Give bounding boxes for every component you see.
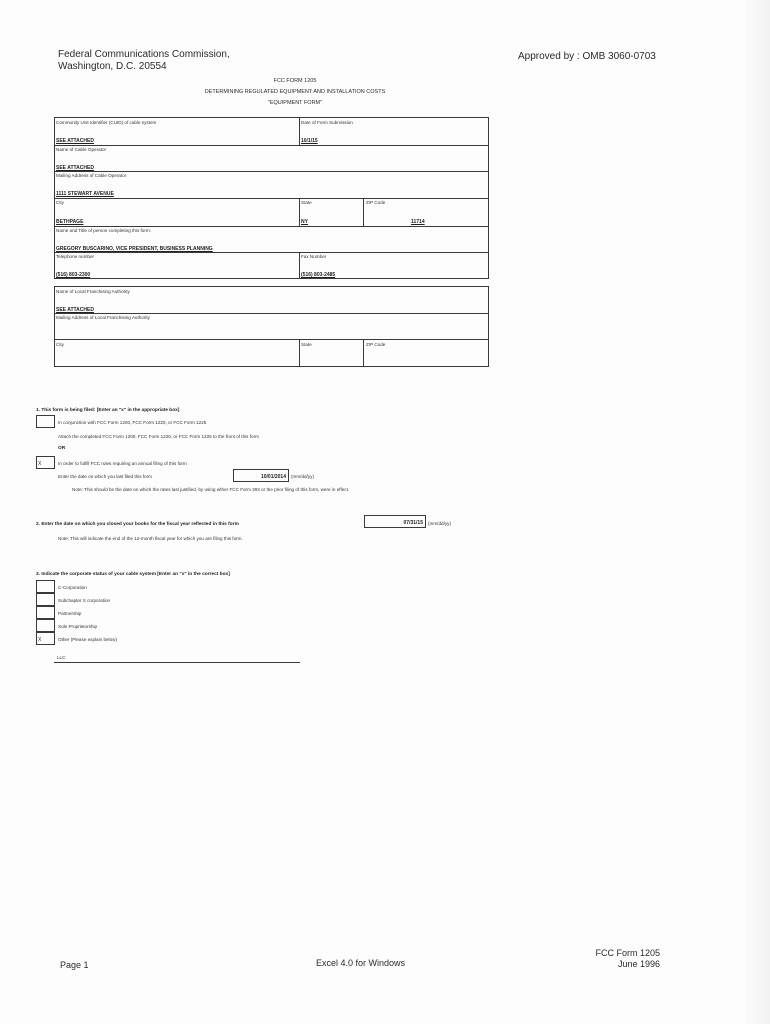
fax-label: Fax Number (301, 254, 327, 259)
person-label: Name and Title of person completing this form: (56, 228, 151, 233)
q2-date-field[interactable] (364, 515, 426, 528)
q1-date-field[interactable] (233, 469, 289, 482)
operator-name-label: Name of Cable Operator (56, 147, 107, 152)
q1-opt1-note: Attach the completed FCC Form 1200, FCC Form 1220, or FCC Form 1225 to the front of this form (58, 434, 259, 439)
submission-date-label: Date of Form Submission (301, 120, 353, 125)
q2-note: Note: This will indicate the end of the 12-month fiscal year for which you are filing this form. (58, 536, 243, 541)
footer-form-date: June 1996 (617, 959, 660, 969)
q3-opt1-label: C-Corporation (58, 585, 87, 590)
q3-opt2-checkbox[interactable] (36, 593, 55, 606)
q1-title: 1. This form is being filed: [Enter an "x" in the appropriate box] (36, 408, 180, 413)
zip-label: ZIP Code (366, 200, 386, 205)
q3-opt4-label: Sole Proprietorship (58, 624, 98, 629)
q3-opt2-label: Subchapter S corporation (58, 598, 111, 603)
q1-opt1-checkbox[interactable] (36, 415, 55, 428)
fax-value: (516) 803-2485 (301, 272, 336, 278)
lfa-table (54, 286, 489, 367)
q1-opt1-label: In conjunction with FCC Form 1200, FCC Form 1220, or FCC Form 1225 (58, 420, 207, 425)
q2-date-value: 07/31/15 (403, 520, 423, 526)
q3-opt3-label: Partnership (58, 611, 82, 616)
q3-title: 3. Indicate the corporate status of your cable system [Enter an "x" in the correct box] (36, 572, 230, 577)
state-label: State (301, 200, 312, 205)
q2-date-format: (mm/dd/yy) (428, 521, 451, 526)
omb-approval: Approved by : OMB 3060-0703 (518, 51, 656, 62)
q1-opt2-checkbox[interactable] (36, 456, 55, 469)
q3-opt5-mark: X (38, 637, 42, 643)
lfa-label: Name of Local Franchising Authority (56, 289, 130, 294)
agency-line-1: Federal Communications Commission, (58, 49, 230, 60)
person-value: GREGORY BUSCARINO, VICE PRESIDENT, BUSINESS PLANNING (56, 246, 213, 252)
lfa-zip-label: ZIP Code (366, 342, 386, 347)
phone-label: Telephone number (56, 254, 95, 259)
cuid-value: SEE ATTACHED (56, 138, 94, 144)
q1-date-format: (mm/dd/yy) (291, 474, 314, 479)
city-value: BETHPAGE (56, 219, 84, 225)
mailing-address-value: 1111 STEWART AVENUE (56, 191, 114, 197)
q3-explain-line (54, 662, 300, 663)
q3-opt1-checkbox[interactable] (36, 580, 55, 593)
q1-opt2-label: In order to fulfill FCC rules requiring an annual filing of this form (58, 461, 187, 466)
page-number: Page 1 (60, 960, 89, 970)
form-title: DETERMINING REGULATED EQUIPMENT AND INSTALLATION COSTS (204, 89, 386, 95)
q3-opt5-checkbox[interactable] (36, 632, 55, 645)
q3-opt3-checkbox[interactable] (36, 606, 55, 619)
q1-date-prompt: Enter the date on which you last filed this form (58, 474, 152, 479)
agency-line-2: Washington, D.C. 20554 (58, 61, 167, 72)
q3-opt4-checkbox[interactable] (36, 619, 55, 632)
cuid-label: Community Unit Identifier (CUID) of cable system (56, 120, 157, 125)
q1-note: Note: This should be the date on which the rates last justified, by using either FCC Form 393 or the prior filing of this form, were in effect. (72, 487, 350, 492)
q3-explain-value: LLC (57, 655, 66, 660)
city-label: City (56, 200, 64, 205)
operator-name-value: SEE ATTACHED (56, 165, 94, 171)
software-note: Excel 4.0 for Windows (316, 958, 406, 968)
lfa-state-label: State (301, 342, 312, 347)
q1-date-value: 10/01/2014 (260, 474, 286, 480)
q2-title: 2. Enter the date on which you closed your books for the fiscal year reflected in this form (36, 522, 239, 527)
form-subtitle: "EQUIPMENT FORM" (267, 100, 323, 106)
zip-value: 11714 (411, 219, 425, 225)
lfa-value: SEE ATTACHED (56, 307, 94, 313)
submission-date-value: 10/1/15 (301, 138, 318, 144)
mailing-address-label: Mailing Address of Cable Operator (56, 173, 127, 178)
state-value: NY (301, 219, 308, 225)
scan-edge-shadow (742, 0, 770, 1024)
q3-opt5-label: Other (Please explain below) (58, 637, 117, 642)
phone-value: (516) 803-2300 (56, 272, 91, 278)
form-number: FCC FORM 1205 (273, 78, 317, 84)
lfa-mailing-label: Mailing Address of Local Franchising Authority (56, 315, 150, 320)
q1-opt2-mark: X (38, 461, 42, 467)
footer-form-name: FCC Form 1205 (595, 948, 660, 958)
lfa-city-label: City (56, 342, 64, 347)
q1-or: OR (58, 446, 66, 451)
